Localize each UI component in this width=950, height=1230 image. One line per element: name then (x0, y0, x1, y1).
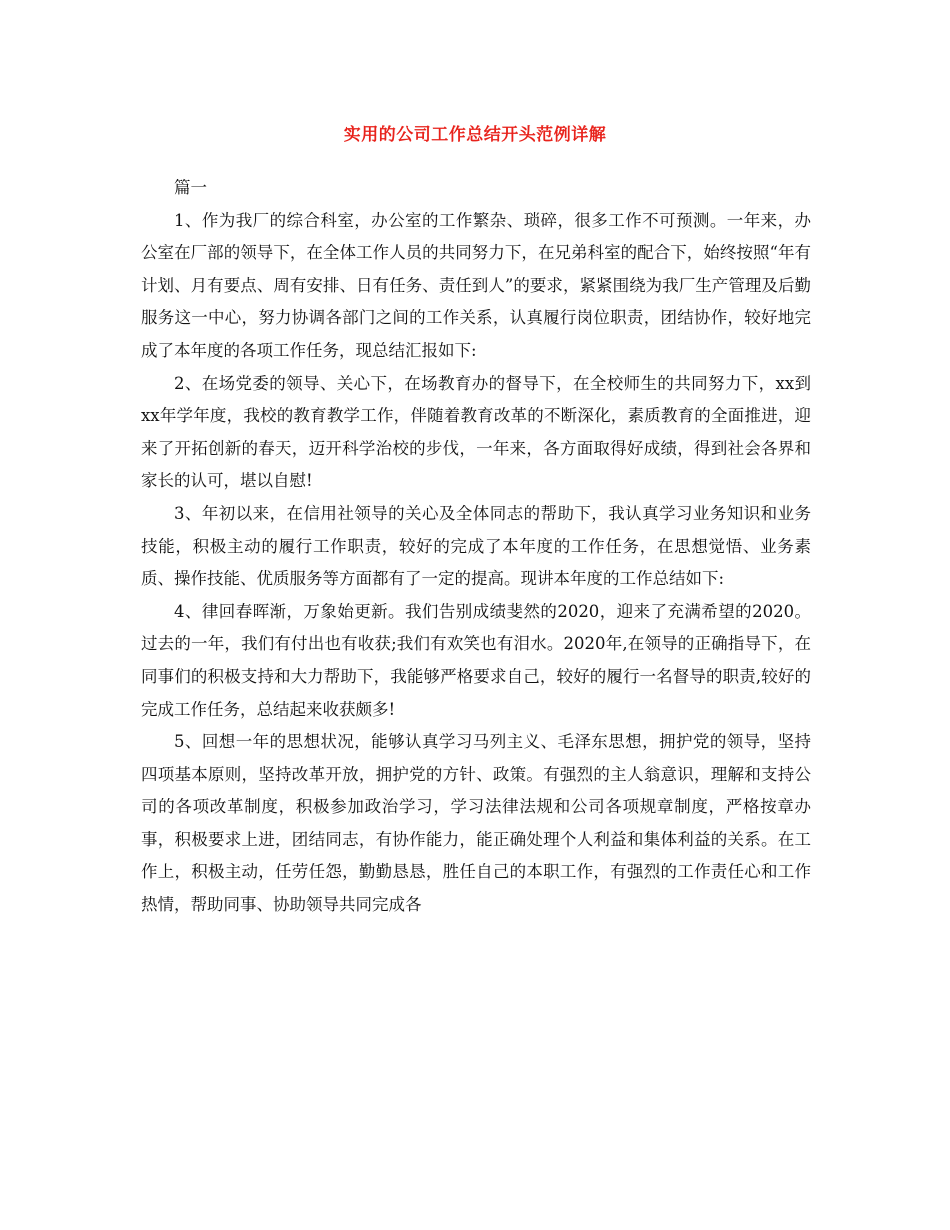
paragraph-1: 1、作为我厂的综合科室，办公室的工作繁杂、琐碎，很多工作不可预测。一年来，办公室在厂部的领导下，在全体工作人员的共同努力下，在兄弟科室的配合下，始终按照“年有计划、月有要点、周有安排、日有任务、责任到人”的要求，紧紧围绕为我厂生产管理及后勤服务这一中心，努力协调各部门之间的工作关系，认真履行岗位职责，团结协作，较好地完成了本年度的各项工作任务，现总结汇报如下: (141, 210, 811, 360)
paragraph-4: 4、律回春晖渐，万象始更新。我们告别成绩斐然的2020，迎来了充满希望的2020。过去的一年，我们有付出也有收获;我们有欢笑也有泪水。2020年,在领导的正确指导下，在同事们的积极支持和大力帮助下，我能够严格要求自己，较好的履行一名督导的职责,较好的完成工作任务，总结起来收获颇多! (141, 601, 811, 719)
paragraph-3: 3、年初以来，在信用社领导的关心及全体同志的帮助下，我认真学习业务知识和业务技能，积极主动的履行工作职责，较好的完成了本年度的工作任务，在思想觉悟、业务素质、操作技能、优质服务等方面都有了一定的提高。现讲本年度的工作总结如下: (141, 503, 811, 589)
paragraph-5: 5、回想一年的思想状况，能够认真学习马列主义、毛泽东思想，拥护党的领导，坚持四项基本原则，坚持改革开放，拥护党的方针、政策。有强烈的主人翁意识，理解和支持公司的各项改革制度，积极参加政治学习，学习法律法规和公司各项规章制度，严格按章办事，积极要求上进，团结同志，有协作能力，能正确处理个人利益和集体利益的关系。在工作上，积极主动，任劳任怨，勤勤恳恳，胜任自己的本职工作，有强烈的工作责任心和工作热情，帮助同事、协助领导共同完成各 (141, 732, 811, 915)
section-label: 篇一 (174, 178, 207, 197)
document-title: 实用的公司工作总结开头范例详解 (343, 125, 607, 145)
document-body (141, 164, 811, 922)
paragraph-2: 2、在场党委的领导、关心下，在场教育办的督导下，在全校师生的共同努力下，xx到xx年学年度，我校的教育教学工作，伴随着教育改革的不断深化，素质教育的全面推进，迎来了开拓创新的春天，迈开科学治校的步伐，一年来，各方面取得好成绩，得到社会各界和家长的认可，堪以自慰! (141, 373, 811, 491)
